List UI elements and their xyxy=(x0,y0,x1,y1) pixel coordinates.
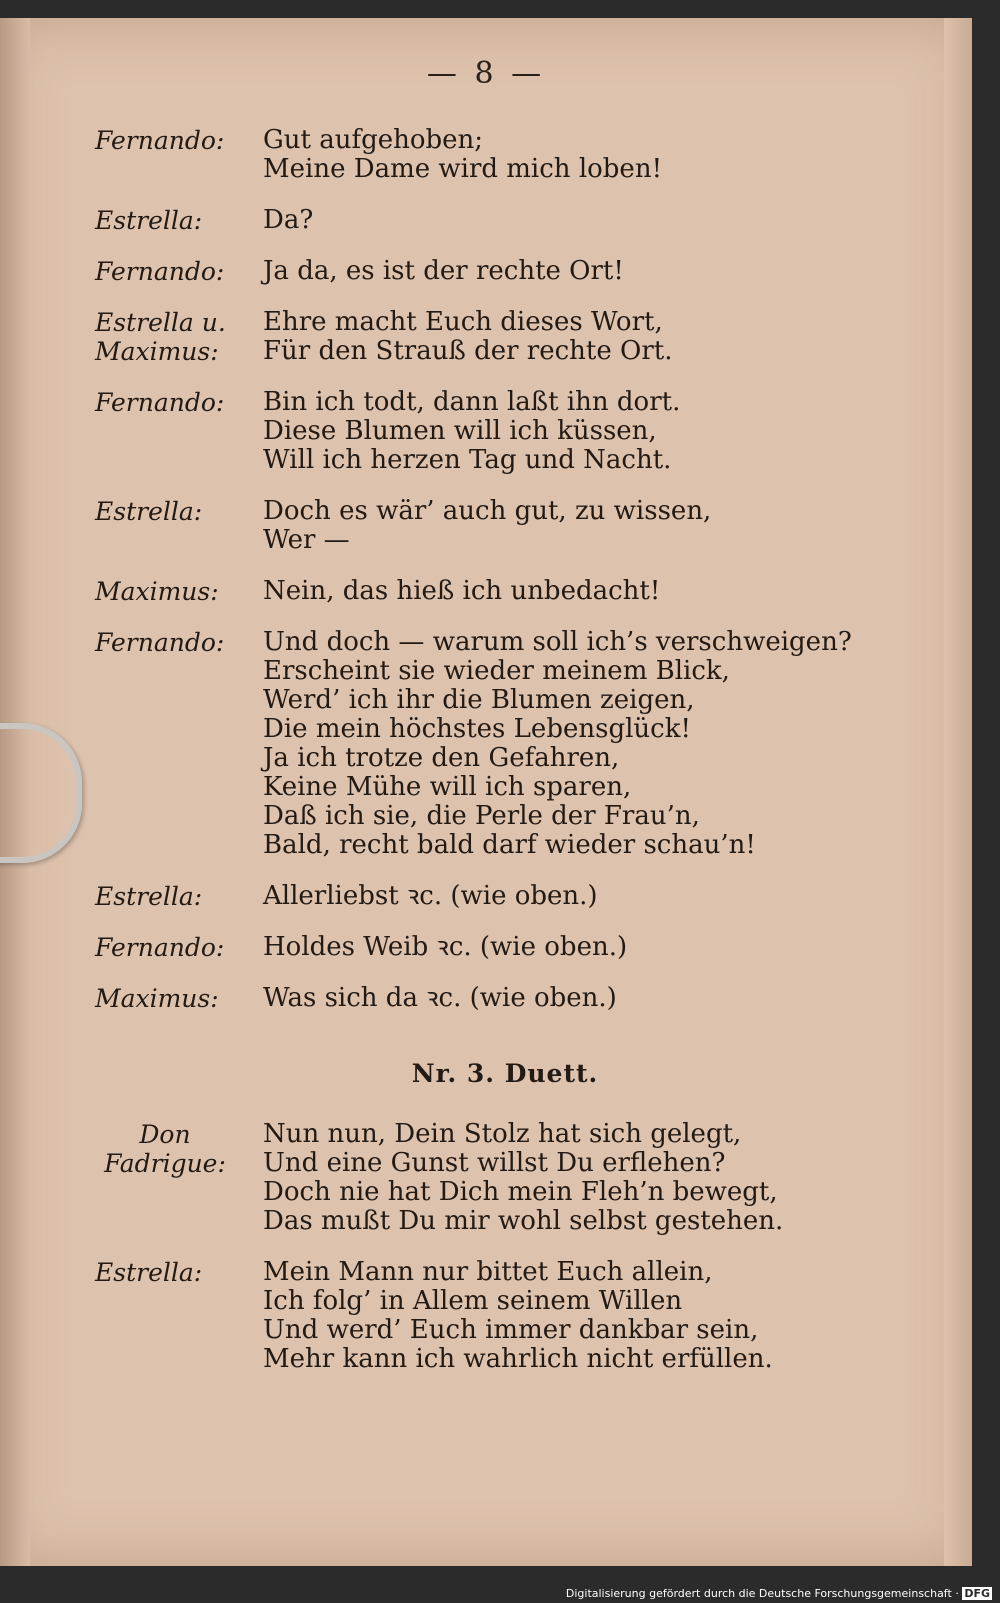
speaker-name xyxy=(95,1258,263,1374)
verse-line: Gut aufgehoben; xyxy=(263,125,484,155)
verse-line: Für den Strauß der rechte Ort. xyxy=(263,336,673,366)
verse-line: Die mein höchstes Lebensglück! xyxy=(263,714,691,744)
speaker-name xyxy=(95,308,263,366)
dialogue-entry xyxy=(95,933,915,962)
speaker-name xyxy=(95,388,263,475)
verse-line: Doch nie hat Dich mein Fleh’n bewegt, xyxy=(263,1177,778,1207)
verse-lines xyxy=(263,388,680,475)
verse-lines xyxy=(263,1258,773,1374)
verse-lines xyxy=(263,882,598,911)
speaker-line: Estrella: xyxy=(95,497,203,526)
speaker-name xyxy=(95,628,263,860)
speaker-name xyxy=(95,984,263,1013)
speaker-line: Estrella: xyxy=(95,1258,203,1287)
dialogue-entry xyxy=(95,308,915,366)
verse-line: Ehre macht Euch dieses Wort, xyxy=(263,307,663,337)
page-clip xyxy=(0,723,82,863)
speaker-line: Estrella u. xyxy=(95,308,226,337)
verse-line: Keine Mühe will ich sparen, xyxy=(263,772,632,802)
speaker-line: Estrella: xyxy=(95,206,203,235)
dialogue-entry xyxy=(95,497,915,555)
book-page xyxy=(0,18,972,1566)
dialogue-entry xyxy=(95,882,915,911)
speaker-line: Fadrigue: xyxy=(104,1149,226,1178)
dialogue-block-2 xyxy=(95,1120,915,1374)
verse-line: Mein Mann nur bittet Euch allein, xyxy=(263,1257,713,1287)
dialogue-entry xyxy=(95,388,915,475)
dialogue-entry xyxy=(95,257,915,286)
speaker-line: Estrella: xyxy=(95,882,203,911)
verse-line: Nein, das hieß ich unbedacht! xyxy=(263,576,661,606)
verse-line: Ich folg’ in Allem seinem Willen xyxy=(263,1286,683,1316)
speaker-name xyxy=(95,1120,235,1236)
speaker-name xyxy=(95,257,263,286)
speaker-line: Don xyxy=(139,1120,191,1149)
verse-line: Wer — xyxy=(263,525,350,555)
speaker-line: Maximus: xyxy=(95,337,219,366)
verse-lines xyxy=(263,933,627,962)
speaker-line: Maximus: xyxy=(95,984,219,1013)
verse-line: Und doch — warum soll ich’s verschweigen? xyxy=(263,627,852,657)
verse-line: Da? xyxy=(263,205,314,235)
verse-lines xyxy=(263,1120,783,1236)
dialogue-entry xyxy=(95,577,915,606)
digitization-credit: Digitalisierung gefördert durch die Deutsche Forschungsgemeinschaft · DFG xyxy=(565,1587,990,1600)
dialogue-entry xyxy=(95,1120,915,1236)
dialogue-entry xyxy=(95,628,915,860)
verse-lines xyxy=(263,628,852,860)
verse-line: Bin ich todt, dann laßt ihn dort. xyxy=(263,387,681,417)
verse-line: Will ich herzen Tag und Nacht. xyxy=(263,445,672,475)
dialogue-entry xyxy=(95,126,915,184)
verse-lines xyxy=(263,497,711,555)
speaker-name xyxy=(95,497,263,555)
speaker-name xyxy=(95,577,263,606)
verse-line: Und werd’ Euch immer dankbar sein, xyxy=(263,1315,759,1345)
libretto-text xyxy=(95,126,915,1396)
verse-line: Erscheint sie wieder meinem Blick, xyxy=(263,656,730,686)
dfg-logo: DFG xyxy=(964,1587,990,1600)
verse-lines xyxy=(263,577,660,606)
speaker-line: Fernando: xyxy=(95,628,225,657)
page-number: — 8 — xyxy=(426,56,546,91)
dialogue-entry xyxy=(95,984,915,1013)
speaker-name xyxy=(95,126,263,184)
verse-line: Und eine Gunst willst Du erflehen? xyxy=(263,1148,726,1178)
verse-line: Nun nun, Dein Stolz hat sich gelegt, xyxy=(263,1119,742,1149)
verse-line: Ja da, es ist der rechte Ort! xyxy=(263,256,624,286)
verse-line: Ja ich trotze den Gefahren, xyxy=(263,743,620,773)
verse-line: Holdes Weib ꝛc. (wie oben.) xyxy=(263,932,628,962)
verse-lines xyxy=(263,984,617,1013)
verse-line: Werd’ ich ihr die Blumen zeigen, xyxy=(263,685,695,715)
speaker-name xyxy=(95,882,263,911)
speaker-line: Maximus: xyxy=(95,577,219,606)
verse-line: Daß ich sie, die Perle der Frau’n, xyxy=(263,801,700,831)
verse-line: Diese Blumen will ich küssen, xyxy=(263,416,657,446)
dialogue-entry xyxy=(95,206,915,235)
verse-line: Mehr kann ich wahrlich nicht erfüllen. xyxy=(263,1344,773,1374)
speaker-line: Fernando: xyxy=(95,257,225,286)
verse-line: Das mußt Du mir wohl selbst gestehen. xyxy=(263,1206,784,1236)
verse-line: Doch es wär’ auch gut, zu wissen, xyxy=(263,496,712,526)
speaker-name xyxy=(95,206,263,235)
verse-lines xyxy=(263,308,673,366)
credit-text: Digitalisierung gefördert durch die Deutsche Forschungsgemeinschaft xyxy=(565,1587,952,1600)
speaker-line: Fernando: xyxy=(95,126,225,155)
section-heading: Nr. 3. Duett. xyxy=(411,1059,599,1088)
verse-line: Allerliebst ꝛc. (wie oben.) xyxy=(263,881,598,911)
verse-line: Was sich da ꝛc. (wie oben.) xyxy=(263,983,617,1013)
dialogue-entry xyxy=(95,1258,915,1374)
dialogue-block-1 xyxy=(95,126,915,1013)
verse-lines xyxy=(263,126,662,184)
page-edge xyxy=(944,18,972,1566)
verse-line: Meine Dame wird mich loben! xyxy=(263,154,663,184)
speaker-line: Fernando: xyxy=(95,388,225,417)
speaker-line: Fernando: xyxy=(95,933,225,962)
verse-lines xyxy=(263,206,313,235)
verse-line: Bald, recht bald darf wieder schau’n! xyxy=(263,830,756,860)
verse-lines xyxy=(263,257,624,286)
speaker-name xyxy=(95,933,263,962)
